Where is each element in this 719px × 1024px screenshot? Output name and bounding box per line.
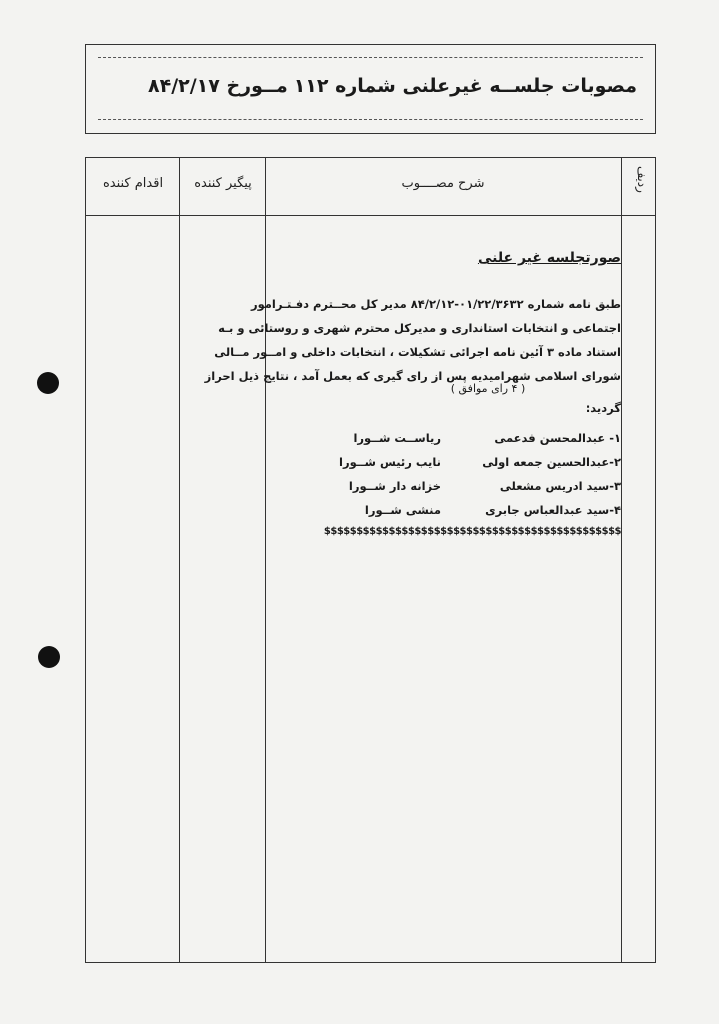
vote-note: ( ۴ رای موافق ) xyxy=(450,382,526,395)
column-header-description: شرح مصــــوب xyxy=(401,176,485,191)
member-role: خزانه دار شــورا xyxy=(348,479,441,493)
column-divider-radif xyxy=(621,158,622,962)
punch-hole-lower xyxy=(38,646,60,668)
paragraph-line: استناد ماده ۳ آئین نامه اجرائی تشکیلات ، انتخابات داخلی و امــور مــالی xyxy=(214,345,621,359)
member-role: نایب رئیس شــورا xyxy=(339,455,441,469)
member-name: ۱- عبدالمحسن فدعمی xyxy=(494,431,621,445)
header-box xyxy=(85,44,656,134)
column-divider-action xyxy=(179,158,180,962)
list-item xyxy=(265,498,621,522)
end-of-text-marker: $$$$$$$$$$$$$$$$$$$$$$$$$$$$$$$$$$$$$$$$$$$$$$ xyxy=(323,526,621,537)
resolution-title: مصوبات جلســه غیرعلنی شماره ۱۱۲ xyxy=(293,75,637,97)
paragraph-line: شورای اسلامی شهرامیدیه پس از رای گیری که بعمل آمد ، نتایج ذیل احراز xyxy=(204,369,621,383)
member-name: ۲-عبدالحسین جمعه اولی xyxy=(482,455,621,469)
member-role: منشی شــورا xyxy=(364,503,441,517)
minutes-content xyxy=(204,250,621,537)
member-name: ۳-سید ادریس مشعلی xyxy=(499,479,621,493)
list-item xyxy=(265,474,621,498)
elected-members-list xyxy=(265,426,621,522)
paragraph-line: اجتماعی و انتخابات استانداری و مدیرکل محترم شهری و روستائی و بـه xyxy=(218,321,621,335)
member-role: ریاســت شــورا xyxy=(353,431,441,445)
column-header-follow-up: پیگیر کننده xyxy=(194,176,252,191)
resolution-date: مــورخ ۸۴/۲/۱۷ xyxy=(148,75,288,97)
member-name: ۴-سید عبدالعباس جابری xyxy=(485,503,621,517)
paragraph-line: گردید: xyxy=(585,401,621,415)
header-dashed-line-top xyxy=(98,57,643,58)
punch-hole-upper xyxy=(37,372,59,394)
list-item xyxy=(265,426,621,450)
table-header-divider xyxy=(86,215,655,216)
column-header-row-number: ردیف xyxy=(635,166,649,193)
minutes-paragraph xyxy=(204,292,621,420)
list-item xyxy=(265,450,621,474)
minutes-heading: صورتجلسه غیر علنی xyxy=(477,250,621,266)
column-header-action-by: اقدام کننده xyxy=(102,176,164,191)
paragraph-line: طبق نامه شماره ۰۱/۲۲/۳۶۳۲-۸۴/۲/۱۲ مدیر کل محــترم دفـتـرامور xyxy=(250,297,621,311)
header-dashed-line-bottom xyxy=(98,119,643,120)
